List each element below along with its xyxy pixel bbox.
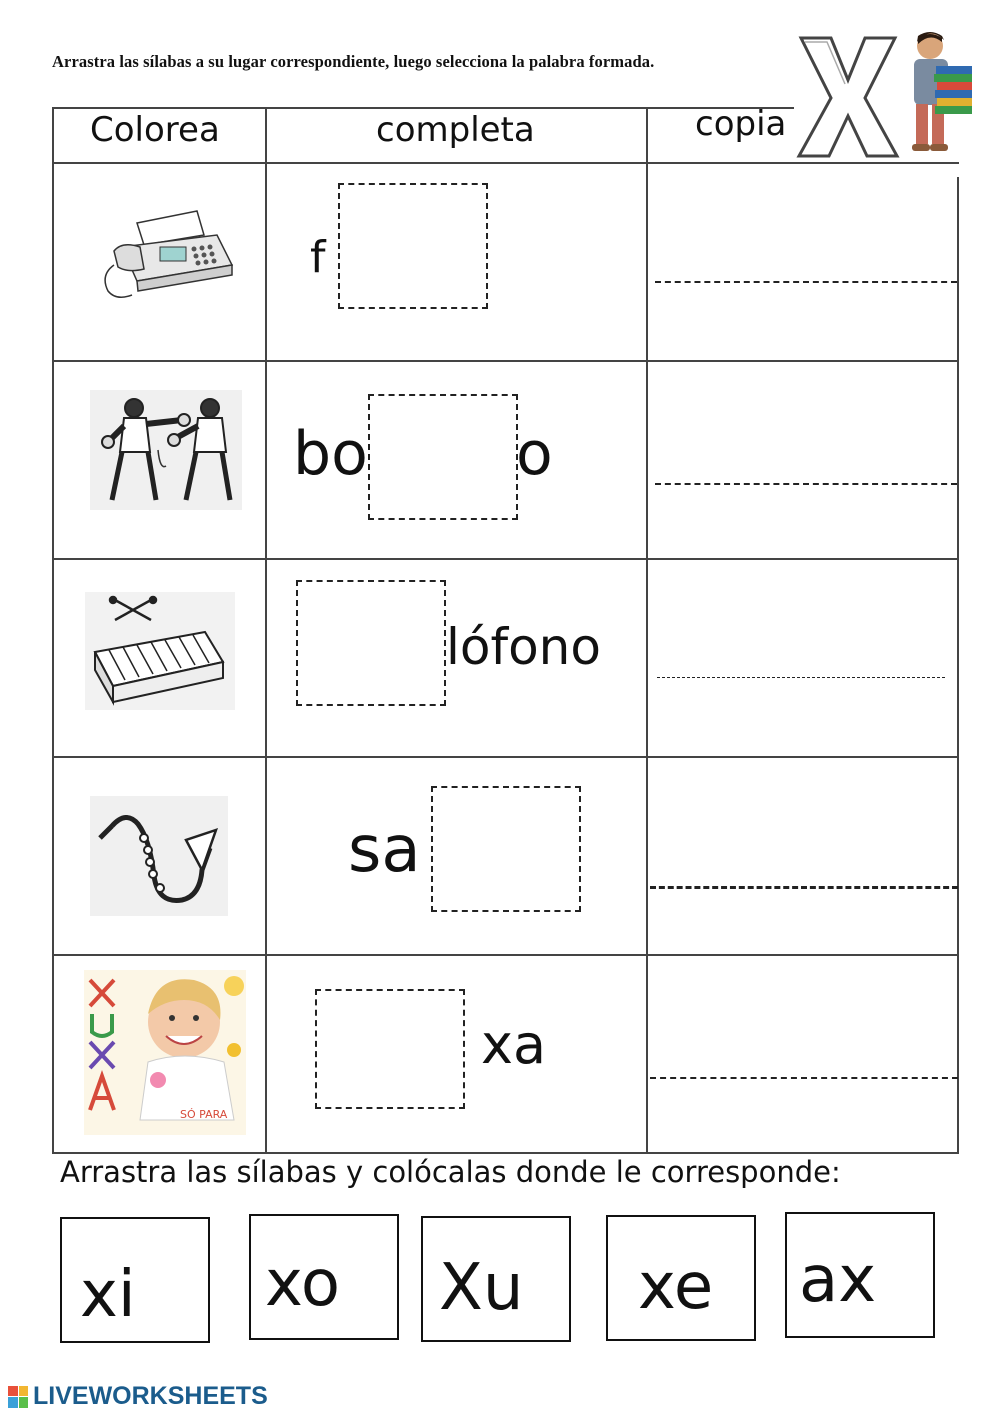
copy-line-4[interactable] <box>650 886 958 889</box>
word-fragment-after: xa <box>481 1013 547 1076</box>
word-fragment-before: f <box>310 232 326 283</box>
drop-zone-2[interactable] <box>368 394 518 520</box>
syllable-tile-xe[interactable] <box>606 1215 756 1341</box>
liveworksheets-logo <box>8 1382 268 1411</box>
header-colorea: Colorea <box>90 110 220 150</box>
word-fragment-after: o <box>516 419 553 489</box>
copy-line-1[interactable] <box>655 281 957 283</box>
drop-zone-1[interactable] <box>338 183 488 309</box>
header-completa: completa <box>376 110 535 150</box>
syllable-label: Xu <box>439 1251 524 1325</box>
syllable-label: xe <box>638 1250 714 1324</box>
drop-zone-4[interactable] <box>431 786 581 912</box>
header-copia: copia <box>695 104 787 144</box>
saxophone-image <box>90 796 228 916</box>
drop-zone-3[interactable] <box>296 580 446 706</box>
syllable-tile-xo[interactable] <box>249 1214 399 1340</box>
word-fragment-after: lófono <box>446 618 601 676</box>
instruction-text: Arrastra las sílabas a su lugar correspondiente, luego selecciona la palabra formada. <box>52 52 655 71</box>
copy-line-3[interactable] <box>657 677 945 678</box>
drag-instruction-text: Arrastra las sílabas y colócalas donde le corresponde: <box>60 1155 841 1189</box>
syllable-tile-xi[interactable] <box>60 1217 210 1343</box>
logo-squares-icon <box>8 1386 28 1408</box>
xuxa-album-cover-image <box>84 970 246 1135</box>
drop-zone-5[interactable] <box>315 989 465 1109</box>
syllable-label: xo <box>265 1247 341 1321</box>
svg-text:SÓ PARA: SÓ PARA <box>180 1108 228 1121</box>
syllable-tile-xu[interactable] <box>421 1216 571 1342</box>
word-fragment-before: bo <box>293 419 368 489</box>
syllable-label: xi <box>80 1258 136 1332</box>
syllable-label: ax <box>799 1243 877 1317</box>
word-fragment-before: sa <box>348 813 421 887</box>
fax-machine-image <box>92 195 242 310</box>
boxers-image <box>90 390 242 510</box>
copy-line-2[interactable] <box>655 483 957 485</box>
copy-line-5[interactable] <box>650 1077 958 1079</box>
syllable-tile-ax[interactable] <box>785 1212 935 1338</box>
xylophone-image <box>85 592 235 710</box>
logo-text: LIVEWORKSHEETS <box>33 1382 268 1410</box>
